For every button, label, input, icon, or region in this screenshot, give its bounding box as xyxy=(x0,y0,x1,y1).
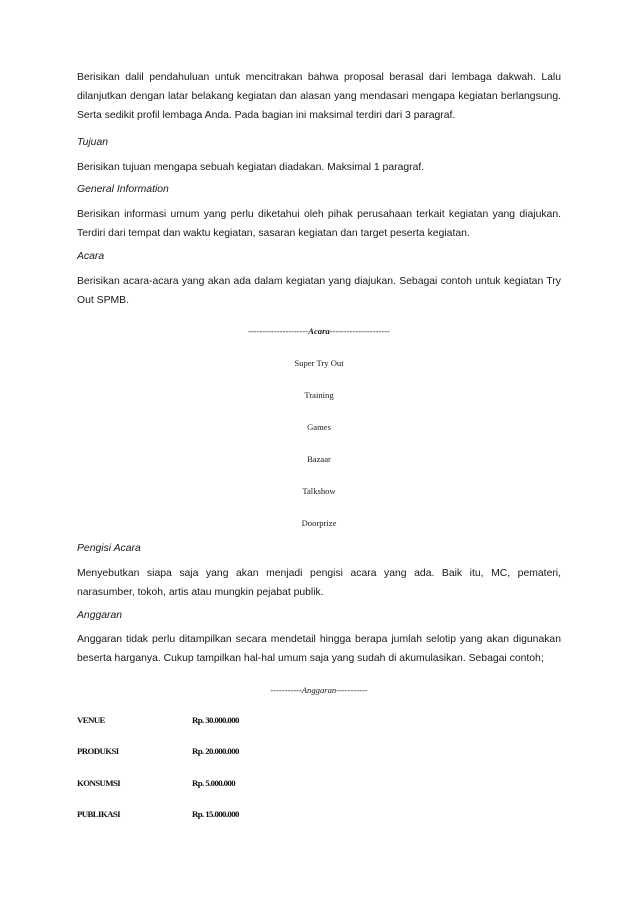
acara-paragraph: Berisikan acara-acara yang akan ada dalam kegiatan yang diajukan. Sebagai contoh untuk kegiatan Try Out SPMB. xyxy=(77,276,561,306)
anggaran-paragraph: Anggaran tidak perlu ditampilkan secara mendetail hingga berapa jumlah selotip yang akan digunakan beserta harganya. Cukup tampilkan hal-hal umum saja yang sudah di akumulasikan. Sebagai contoh; xyxy=(77,634,561,664)
budget-row xyxy=(77,746,377,760)
heading-general-information: General Information xyxy=(77,184,169,195)
acara-item: Super Try Out xyxy=(294,358,344,368)
heading-anggaran: Anggaran xyxy=(77,610,123,621)
anggaran-list-title: -----------Anggaran----------- xyxy=(270,685,368,695)
tujuan-paragraph: Berisikan tujuan mengapa sebuah kegiatan diadakan. Maksimal 1 paragraf. xyxy=(77,162,425,173)
budget-amount: Rp. 20.000.000 xyxy=(192,746,239,756)
budget-amount: Rp. 5.000.000 xyxy=(192,778,236,788)
budget-amount: Rp. 30.000.000 xyxy=(192,715,239,725)
budget-label: KONSUMSI xyxy=(77,778,121,788)
budget-row xyxy=(77,809,377,823)
pengisi-acara-paragraph: Menyebutkan siapa saja yang akan menjadi pengisi acara yang ada. Baik itu, MC, pemateri, narasumber, tokoh, artis atau mungkin pejabat publik. xyxy=(77,568,561,598)
acara-item: Doorprize xyxy=(301,518,337,528)
budget-row xyxy=(77,778,377,792)
acara-item: Games xyxy=(307,422,331,432)
acara-item: Training xyxy=(304,390,334,400)
acara-list-title: ---------------------Acara--------------------- xyxy=(248,326,390,336)
budget-label: PRODUKSI xyxy=(77,746,119,756)
heading-pengisi-acara: Pengisi Acara xyxy=(77,543,141,554)
budget-row xyxy=(77,715,377,729)
intro-paragraph: Berisikan dalil pendahuluan untuk mencitrakan bahwa proposal berasal dari lembaga dakwah. Lalu dilanjutkan dengan latar belakang kegiatan dan alasan yang mendasari mengapa kegiatan berlangsung. Serta sedikit profil lembaga Anda. Pada bagian ini maksimal terdiri dari 3 paragraf. xyxy=(77,72,561,121)
acara-item: Bazaar xyxy=(307,454,331,464)
heading-acara: Acara xyxy=(77,251,105,262)
budget-label: PUBLIKASI xyxy=(77,809,120,819)
acara-item: Talkshow xyxy=(302,486,336,496)
budget-label: VENUE xyxy=(77,715,105,725)
heading-tujuan: Tujuan xyxy=(77,137,108,148)
budget-amount: Rp. 15.000.000 xyxy=(192,809,239,819)
general-information-paragraph: Berisikan informasi umum yang perlu diketahui oleh pihak perusahaan terkait kegiatan yang diajukan. Terdiri dari tempat dan waktu kegiatan, sasaran kegiatan dan target peserta kegiatan. xyxy=(77,209,561,239)
